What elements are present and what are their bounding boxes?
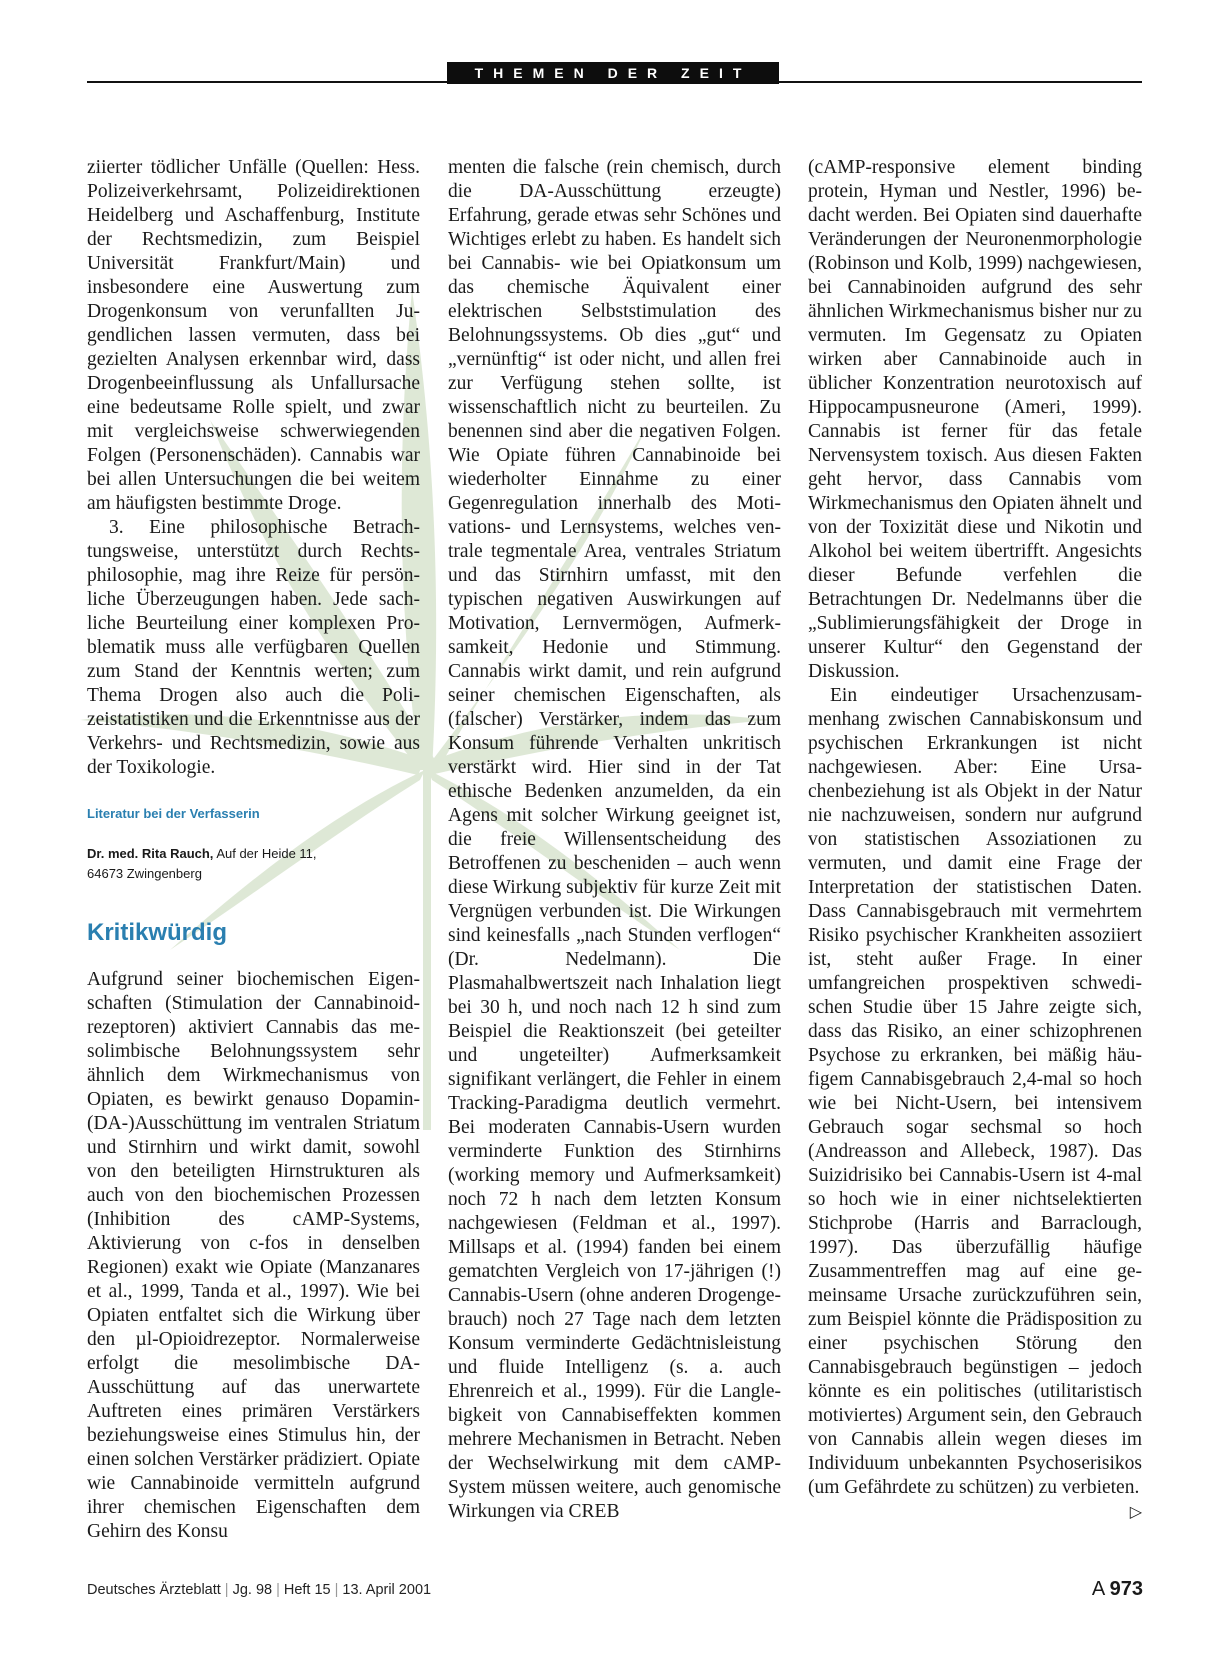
page-number-value: 973 (1109, 1578, 1143, 1600)
paragraph-text: Ein eindeutiger Ursachenzusammenhang zwischen Cannabiskonsum und psychischen Erkrankungen ist nicht nachgewiesen. Aber: Eine Ursachenbeziehung ist als Objekt in der Natur nie nachzuweisen, sondern nur aufgrund von statistischen Assoziationen zu vermuten, und damit eine Frage der Interpretation der statistischen Daten. Dass Cannabisgebrauch mit vermehrtem Risiko psychischer Krankheiten assoziiert ist, steht außer Frage. In einer umfangreichen prospektiven schwedischen Studie über 15 Jahre zeigte sich, dass das Risiko, an einer schizophrenen Psychose zu erkranken, bei mäßig häufigem Cannabisgebrauch 2,4-mal so hoch wie bei Nicht-Usern, bei intensivem Gebrauch sogar sechsmal so hoch (Andreasson and Allebeck, 1987). Das Suizidrisiko bei Cannabis-Usern ist 4-mal so hoch wie in einer nichtselektierten Stichprobe (Harris and Barraclough, 1997). Das überzufällig häufige Zusammentreffen mag auf eine gemeinsame Ursache zurückzuführen sein, zum Beispiel könnte die Prädisposition zu einer psychischen Störung den Cannabisgebrauch begünstigen – jedoch könnte es ein politisches (utilitaristisch motiviertes) Argument sein, den Gebrauch von Cannabis allein wegen dieses im Individuum unbekannten Psychoserisikos (um Gefährdete zu schützen) zu verbieten. (808, 685, 1142, 1498)
footer-citation: Deutsches Ärzteblatt | Jg. 98 | Heft 15 | 13. April 2001 (87, 1582, 432, 1598)
paragraph: menten die falsche (rein chemisch, durch die DA-Ausschüttung erzeugte) Erfahrung, gerade etwas sehr Schönes und Wichtiges erlebt zu haben. Es handelt sich bei Cannabis- wie bei Opiatkonsum um das chemische Äquivalent einer elektrischen Selbststimulation des Belohnungssystems. Ob dies „gut“ und „vernünftig“ ist oder nicht, und allen frei zur Verfügung stehen sollte, ist wissenschaftlich nicht zu beurteilen. Zu benennen sind aber die negativen Folgen. Wie Opiate führen Cannabinoide bei wiederholter Einnahme zu einer Gegenregulation innerhalb des Motivations- und Lernsystems, welches ventrale tegmentale Area, ventrales Striatum und das Stirnhirn umfasst, mit den typischen negativen Auswirkungen auf Motivation, Lernvermögen, Aufmerksamkeit, Hedonie und Stimmung. Cannabis wirkt damit, und rein aufgrund seiner chemischen Eigenschaften, als (falscher) Verstärker, indem das zum Konsum führende Verhalten unkritisch verstärkt wird. Hier sind in der Tat ethische Bedenken anzumelden, da ein Agens mit solcher Wirkung geeignet ist, die freie Willensentscheidung des Betroffenen zu bescheniden – auch wenn diese Wirkung subjektiv für kurze Zeit mit Vergnügen verbunden ist. Die Wirkungen sind keinesfalls „nach Stunden verflogen“ (Dr. Nedelmann). Die Plasmahalbwertszeit nach Inhalation liegt bei 30 h, und noch nach 12 h sind zum Beispiel die Reaktionszeit (bei geteilter und ungeteilter) Aufmerksamkeit signifikant verlängert, die Fehler in einem Tracking-Paradigma deutlich vermehrt. Bei moderaten Cannabis-Usern wurden verminderte Funktion des Stirnhirns (working memory und Aufmerksamkeit) noch 72 h nach dem letzten Konsum nachgewiesen (Feldman et al., 1997). Millsaps et al. (1994) fanden bei einem gematchten Vergleich von 17-jährigen (!) Cannabis-Usern (ohne anderen Drogengebrauch) noch 27 Tage nach dem letzten Konsum verminderte Gedächtnisleistung und fluide Intelligenz (s. a. auch Ehrenreich et al., 1999). Für die Langlebigkeit von Cannabiseffekten kommen mehrere Mechanismen in Betracht. Neben der Wechselwirkung mit dem cAMP-System müssen weitere, auch genomische Wirkungen via CREB (448, 157, 781, 1522)
paragraph: (cAMP-responsive element binding protein, Hyman und Nestler, 1996) bedacht werden. Bei Opiaten sind dauerhafte Veränderungen der Neuronenmorphologie (Robinson und Kolb, 1999) nachgewiesen, bei Cannabinoiden aufgrund des sehr ähnlichen Wirkmechanismus bisher nur zu vermuten. Im Gegensatz zu Opiaten wirken aber Cannabinoide auch in üblicher Konzentration neurotoxisch auf Hippocampusneurone (Ameri, 1999). Cannabis ist ferner für das fetale Nervensystem toxisch. Aus diesen Fakten geht hervor, dass Cannabis vom Wirkmechanismus den Opiaten ähnelt und von der Toxizität diese und Nikotin und Alkohol bei weitem übertrifft. Angesichts dieser Befunde verfehlen die Betrachtungen Dr. Nedelmanns über die „Sublimierungsfähigkeit der Droge in unserer Kultur“ den Gegenstand der Diskussion. (808, 157, 1142, 682)
section-header-label: THEMEN DER ZEIT (447, 62, 779, 84)
page-prefix: A (1091, 1578, 1105, 1600)
page-number (1092, 1578, 1143, 1601)
journal-name: Deutsches Ärzteblatt (87, 1582, 221, 1598)
author-address-line2: 64673 Zwingenberg (87, 866, 202, 881)
column-left (87, 156, 420, 1544)
paragraph: ziierter tödlicher Unfälle (Quellen: Hess. Polizeiverkehrsamt, Polizeidirektionen Heidelberg und Aschaffenburg, Institute der Rechtsmedizin, zum Beispiel Universität Frankfurt/Main) und insbesondere eine Auswertung zum Drogenkonsum von verunfallten Jugendlichen lassen vermuten, dass bei gezielten Analysen erkennbar wird, dass Drogenbeeinflussung als Unfallursache eine bedeutsame Rolle spielt, und zwar mit vergleichsweise schwerwiegenden Folgen (Personenschäden). Cannabis war bei allen Untersuchungen die bei weitem am häufigsten bestimmte Droge. (87, 157, 420, 514)
journal-issue: Heft 15 (283, 1582, 331, 1598)
journal-volume: Jg. 98 (232, 1582, 273, 1598)
paragraph: 3. Eine philosophische Betrachtungsweise, unterstützt durch Rechtsphilosophie, mag ihre Reize für persönliche Überzeugungen haben. Jede sachliche Beurteilung einer komplexen Problematik muss alle verfügbaren Quellen zum Stand der Kenntnis werten; zum Thema Drogen also auch die Polizeistatistiken und die Erkenntnisse aus der Verkehrs- und Rechtsmedizin, sowie aus der Toxikologie. (87, 517, 420, 778)
continue-arrow-icon: ▷ (1129, 1502, 1142, 1521)
column-right (808, 156, 1142, 1524)
paragraph (808, 684, 1142, 1521)
journal-date: 13. April 2001 (342, 1582, 432, 1598)
section-title: Kritikwürdig (87, 919, 228, 946)
author-address-line1: Auf der Heide 11, (213, 846, 317, 861)
literature-note: Literatur bei der Verfasserin (87, 806, 260, 821)
paragraph: Aufgrund seiner biochemischen Eigenschaften (Stimulation der Cannabinoidrezeptoren) aktiviert Cannabis das mesolimbische Belohnungssystem sehr ähnlich dem Wirkmechanismus von Opiaten, es bewirkt genauso Dopamin-(DA-)Ausschüttung im ventralen Striatum und Stirnhirn und wirkt damit, sowohl von den beteiligten Hirnstrukturen als auch von den biochemischen Prozessen (Inhibition des cAMP-Systems, Aktivierung von c-fos in denselben Regionen) exakt wie Opiate (Manzanares et al., 1999, Tanda et al., 1997). Wie bei Opiaten entfaltet sich die Wirkung über den µl-Opioidrezeptor. Normalerweise erfolgt die mesolimbische DA-Ausschüttung auf das unerwartete Auftreten eines primären Verstärkers beziehungsweise eines Stimulus hin, der einen solchen Verstärker prädiziert. Opiate wie Cannabinoide vermitteln aufgrund ihrer chemischen Eigenschaften dem Gehirn des Konsu (87, 969, 420, 1542)
column-middle (448, 156, 781, 1524)
author-block (87, 844, 420, 884)
author-name: Dr. med. Rita Rauch, (87, 846, 214, 861)
